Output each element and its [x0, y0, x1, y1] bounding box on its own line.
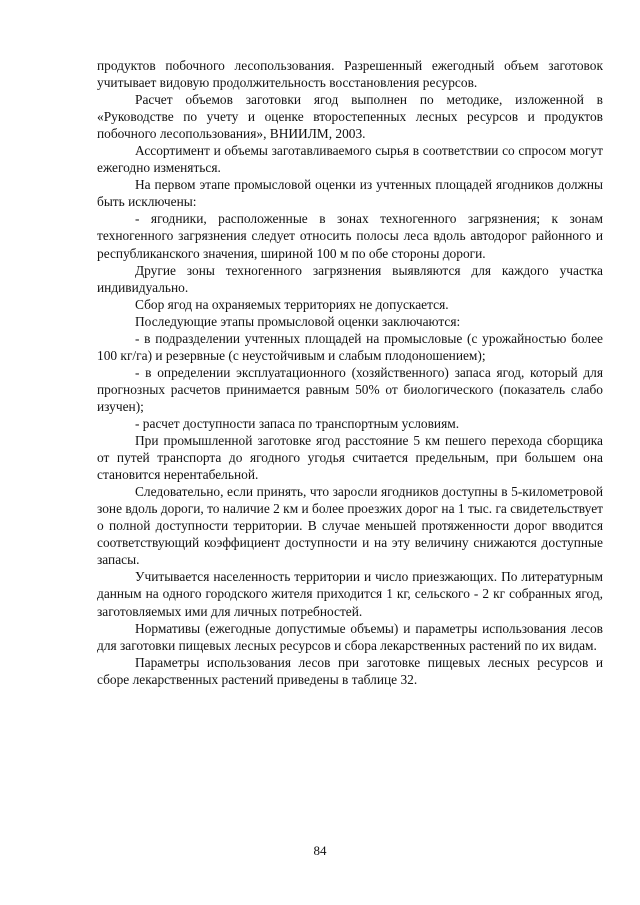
paragraph: - в определении эксплуатационного (хозяйственного) запаса ягод, который для прогнозных расчетов принимается равным 50% от биологического (показатель слабо изучен); [97, 364, 603, 414]
paragraph: - расчет доступности запаса по транспортным условиям. [135, 415, 460, 431]
paragraph: - в подразделении учтенных площадей на промысловые (с урожайностью более 100 кг/га) и резервные (с неустойчивым и слабым плодоношением); [97, 330, 603, 363]
paragraph: Нормативы (ежегодные допустимые объемы) и параметры использования лесов для заготовки пищевых лесных ресурсов и сбора лекарственных растений по их видам. [97, 620, 603, 653]
paragraph: При промышленной заготовке ягод расстояние 5 км пешего перехода сборщика от путей транспорта до ягодного угодья считается предельным, при большем она становится нерентабельной. [97, 433, 603, 483]
paragraph: Сбор ягод на охраняемых территориях не допускается. [135, 296, 449, 312]
paragraph: - ягодники, расположенные в зонах техногенного загрязнения; к зонам техногенного загрязнения следует относить полосы леса вдоль автодорог районного и республиканского значения, шириной 100 м по обе стороны дороги. [97, 211, 603, 261]
page-number: 84 [313, 843, 327, 858]
paragraph: Другие зоны техногенного загрязнения выявляются для каждого участка индивидуально. [97, 262, 603, 295]
paragraph: Следовательно, если принять, что заросли ягодников доступны в 5-километровой зоне вдоль дороги, то наличие 2 км и более проезжих дорог на 1 тыс. га свидетельствует о полной доступности территории. В случае меньшей протяженности дорог вводится соответствующий коэффициент доступности и на эту величину снижаются доступные запасы. [97, 484, 603, 568]
paragraph: Параметры использования лесов при заготовке пищевых лесных ресурсов и сборе лекарственных растений приведены в таблице 32. [97, 654, 603, 687]
paragraph: Расчет объемов заготовки ягод выполнен по методике, изложенной в «Руководстве по учету и оценке второстепенных лесных ресурсов и продуктов побочного лесопользования», ВНИИЛМ, 2003. [97, 92, 603, 142]
paragraph: продуктов побочного лесопользования. Разрешенный ежегодный объем заготовок учитывает видовую продолжительность восстановления ресурсов. [97, 58, 603, 91]
paragraph: На первом этапе промысловой оценки из учтенных площадей ягодников должны быть исключены: [97, 177, 603, 210]
paragraph: Последующие этапы промысловой оценки заключаются: [135, 313, 461, 329]
paragraph: Учитывается населенность территории и число приезжающих. По литературным данным на одного городского жителя приходится 1 кг, сельского - 2 кг собранных ягод, заготовляемых ими для личных потребностей. [97, 569, 603, 619]
paragraph: Ассортимент и объемы заготавливаемого сырья в соответствии со спросом могут ежегодно изменяться. [97, 143, 603, 176]
body-text [97, 57, 603, 688]
